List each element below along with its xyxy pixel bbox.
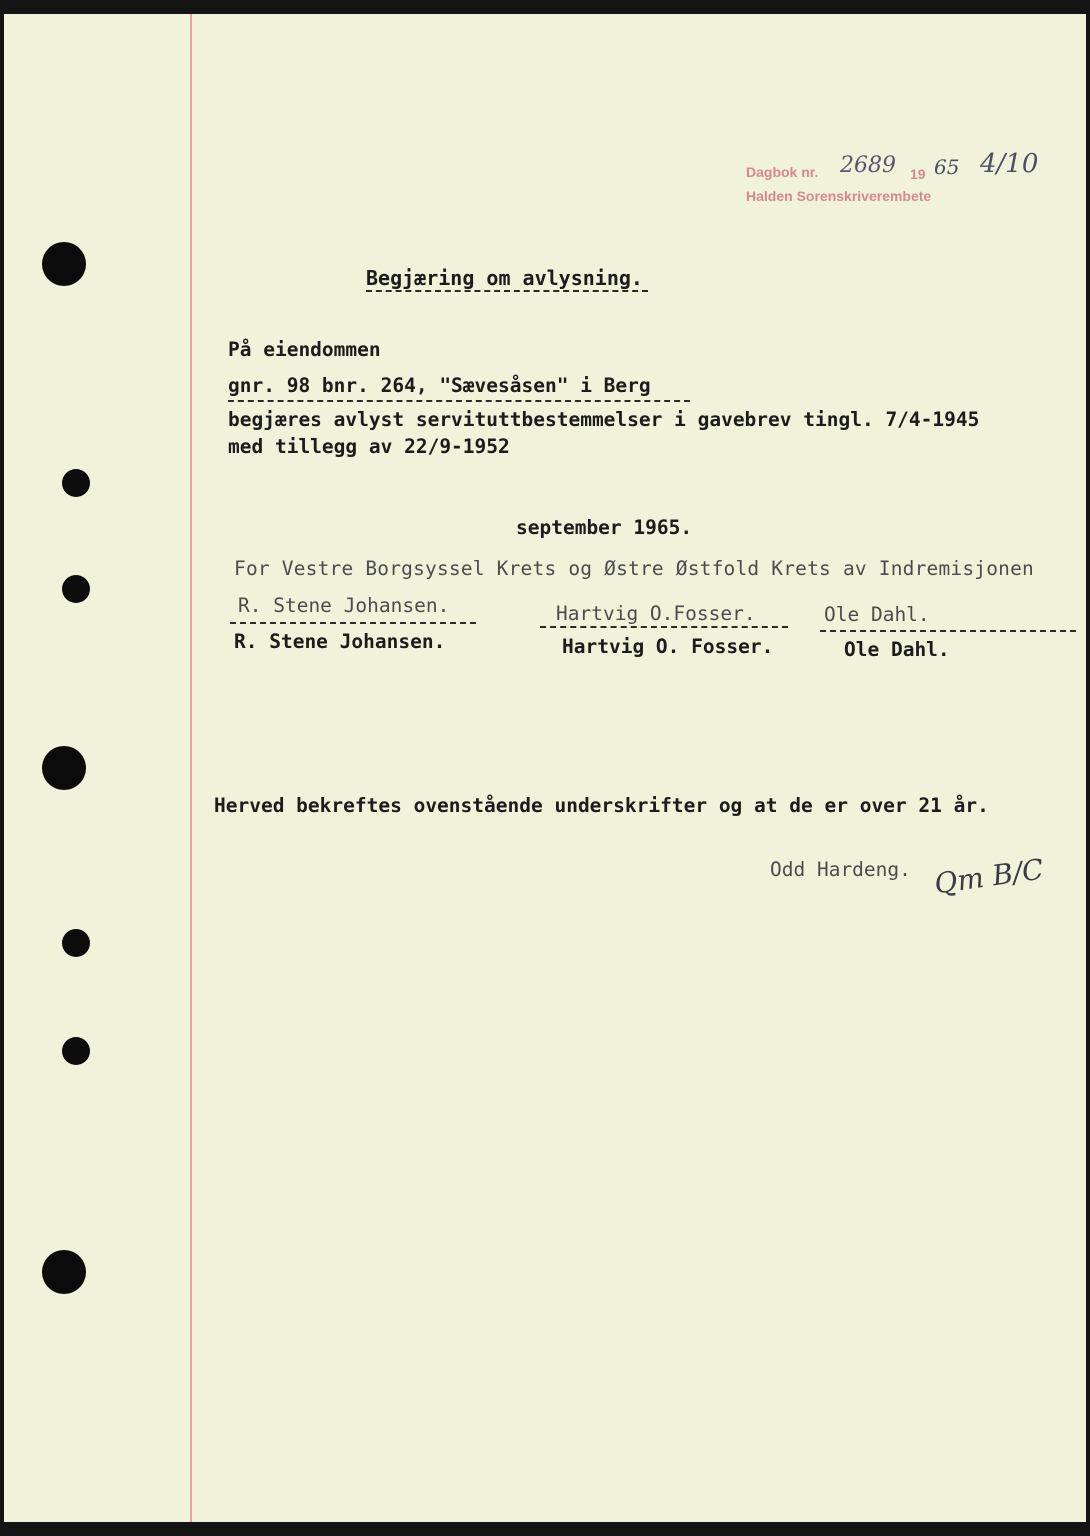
signature-1-typed: R. Stene Johansen. [234,630,446,653]
stamp-office: Halden Sorenskriverembete [746,188,932,204]
punch-hole [62,1037,90,1065]
property-line: gnr. 98 bnr. 264, "Sævesåsen" i Berg [228,374,651,397]
document-page [4,14,1086,1522]
property-underline [228,400,690,402]
document-heading: Begjæring om avlysning. [366,266,643,290]
signature-3-typed: Ole Dahl. [844,638,950,661]
signature-2-line [540,626,788,628]
punch-hole [42,242,86,286]
heading-underline [366,290,648,292]
signature-1-signed: R. Stene Johansen. [238,594,450,617]
body-line-4: med tillegg av 22/9-1952 [228,435,510,458]
stamp-year-prefix: 19 [910,166,926,182]
signature-1-line [230,622,476,624]
body-line-3: begjæres avlyst servituttbestemmelser i gavebrev tingl. 7/4-1945 [228,408,980,431]
signature-2-typed: Hartvig O. Fosser. [562,635,774,658]
handwritten-initials: Qm B/C [932,852,1046,901]
punch-hole [62,929,90,957]
organization-line: For Vestre Borgsyssel Krets og Østre Østfold Krets av Indremisjonen [234,557,1034,580]
punch-hole [62,575,90,603]
stamp-number: 2689 [840,153,896,178]
signature-2-signed: Hartvig O.Fosser. [556,602,756,625]
margin-line [190,14,192,1522]
stamp-date: 4/10 [980,149,1039,179]
certification-text: Herved bekreftes ovenstående underskrifter og at de er over 21 år. [214,794,989,817]
stamp-year-suffix: 65 [934,155,960,179]
signature-3-line [820,630,1076,632]
signature-3-signed: Ole Dahl. [824,603,930,626]
date-line: september 1965. [516,516,693,539]
stamp-label: Dagbok nr. [746,164,819,180]
punch-hole [62,469,90,497]
punch-hole [42,746,86,790]
certifier-name: Odd Hardeng. [770,858,911,881]
body-line-1: På eiendommen [228,338,381,361]
punch-hole [42,1250,86,1294]
